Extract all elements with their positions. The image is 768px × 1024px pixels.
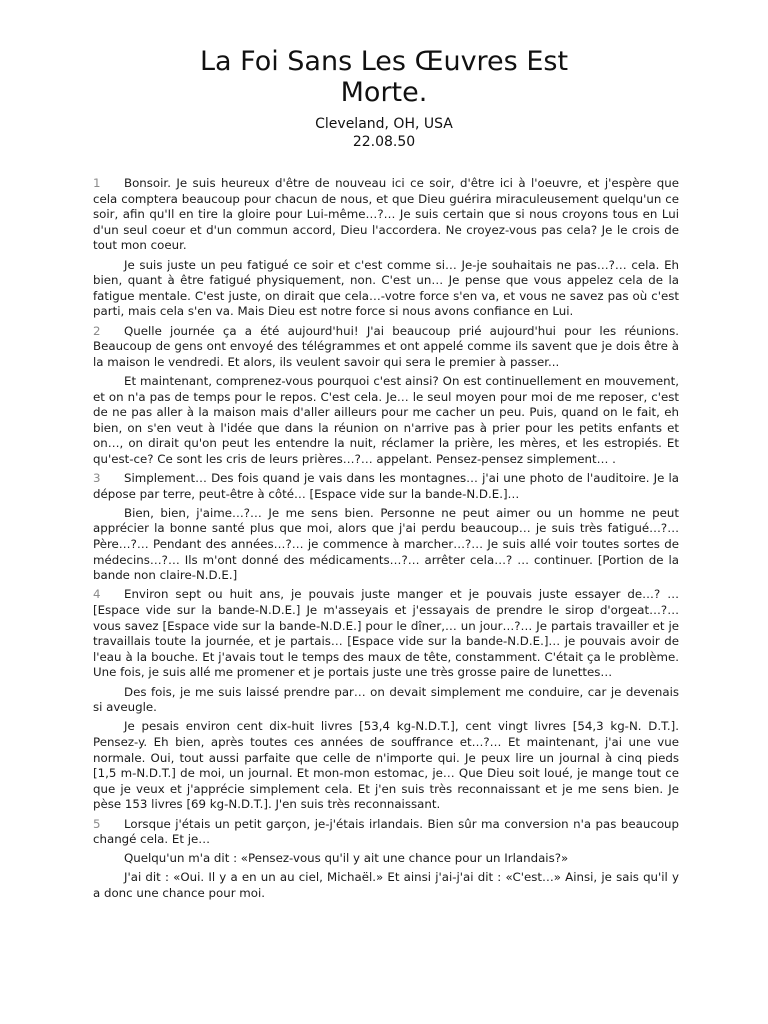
paragraph-text: Je suis juste un peu fatigué ce soir et c'est comme si… Je-je souhaitais ne pas…?… cela. Eh bien, quant à être fatigué physiquement, non. C'est un… Je pense que vous appelez cela de la fatigue mentale. C'est juste, on dirait que cela…-votre force s'en va, et vous ne savez pas où c'est parti, mais cela s'en va. Mais Dieu est notre force si nous avons confiance en Lui. — [93, 257, 679, 319]
paragraph-text: Environ sept ou huit ans, je pouvais juste manger et je pouvais juste essayer de…? … [Espace vide sur la bande-N.D.E.] Je m'asseyais et j'essayais de prendre le sirop d'orgeat…?… vous savez [Espace vide sur la bande-N.D.E.] pour le dîner,… un jour…?… Je partais travailler et je travaillais toute la journée, et je partais… [Espace vide sur la bande-N.D.E.]… je pouvais avoir de l'eau à la bouche. Et j'avais tout le temps des maux de tête, constamment. C'était ça le problème. Une fois, je suis allé me promener et je portais juste une très grosse paire de lunettes… — [93, 587, 679, 680]
document-body — [93, 176, 679, 905]
paragraph-12 — [93, 870, 679, 901]
paragraph-1 — [93, 176, 679, 254]
paragraph-text: Bien, bien, j'aime…?… Je me sens bien. Personne ne peut aimer ou un homme ne peut apprécier la bonne santé plus que moi, alors que j'ai perdu beaucoup… je suis très fatigué…?… Père…?… Pendant des années…?… je commence à marcher…?… Je suis allé voir toutes sortes de médecins…?… Ils m'ont donné des médicaments…?… arrêter cela…? … continuer. [Portion de la bande non claire-N.D.E.] — [93, 505, 679, 583]
paragraph-text: Des fois, je me suis laissé prendre par… on devait simplement me conduire, car je devenais si aveugle. — [93, 684, 679, 715]
paragraph-text: Lorsque j'étais un petit garçon, je-j'étais irlandais. Bien sûr ma conversion n'a pas beaucoup changé cela. Et je… — [93, 816, 679, 847]
paragraph-11 — [93, 851, 679, 867]
paragraph-text: Quelle journée ça a été aujourd'hui! J'ai beaucoup prié aujourd'hui pour les réunions. Beaucoup de gens ont envoyé des télégrammes et ont appelé comme ils savent que je dois être à la maison le vendredi. Et alors, ils veulent savoir qui sera le premier à passer... — [93, 323, 679, 369]
document-place: Cleveland, OH, USA — [315, 116, 453, 132]
paragraph-text: Simplement… Des fois quand je vais dans les montagnes… j'ai une photo de l'auditoire. Je la dépose par terre, peut-être à côté… [Espace vide sur la bande-N.D.E.]… — [93, 471, 679, 501]
paragraph-number: 1 — [93, 176, 101, 190]
paragraph-text: Bonsoir. Je suis heureux d'être de nouveau ici ce soir, d'être ici à l'oeuvre, et j'espère que cela comptera beaucoup pour chacun de nous, et que Dieu guérira miraculeusement quelqu'un ce soir, afin qu'Il en tire la gloire pour Lui-même…?… Je suis certain que si nous croyons tous en Lui d'un seul coeur et d'un commun accord, Dieu l'accordera. Ne croyez-vous pas cela? Je le crois de tout mon coeur. — [93, 176, 679, 253]
paragraph-text: Et maintenant, comprenez-vous pourquoi c'est ainsi? On est continuellement en mouvement, et on n'a pas de temps pour le repos. C'est cela. Je… le seul moyen pour moi de me reposer, c'est de ne pas aller à la maison mais d'aller ailleurs pour me cacher un peu. Puis, quand on le fait, eh bien, on s'en veut à l'idée que dans la réunion on n'arrive pas à prier pour les petits enfants et on…, on dirait qu'on peut les entendre la nuit, réclamer la prière, les mères, et les estropiés. Et qu'est-ce? Ce sont les cris de leurs prières…?… appelant. Pensez-pensez simplement… . — [93, 373, 679, 466]
paragraph-text: Quelqu'un m'a dit : «Pensez-vous qu'il y ait une chance pour un Irlandais?» — [124, 851, 569, 866]
paragraph-10 — [93, 817, 679, 848]
paragraph-text: J'ai dit : «Oui. Il y a en un au ciel, Michaël.» Et ainsi j'ai-j'ai dit : «C'est…» Ainsi, je sais qu'il y a donc une chance pour moi. — [93, 870, 679, 901]
paragraph-8 — [93, 685, 679, 716]
document-header — [0, 46, 768, 151]
paragraph-3 — [93, 324, 679, 371]
paragraph-9 — [93, 719, 679, 813]
paragraph-number: 3 — [93, 471, 101, 486]
paragraph-4 — [93, 374, 679, 468]
paragraph-number: 2 — [93, 323, 101, 338]
paragraph-7 — [93, 587, 679, 681]
paragraph-2 — [93, 258, 679, 320]
paragraph-number: 5 — [93, 816, 101, 831]
document-date: 22.08.50 — [352, 134, 416, 150]
paragraph-number: 4 — [93, 587, 101, 602]
paragraph-text: Je pesais environ cent dix-huit livres [53,4 kg-N.D.T.], cent vingt livres [54,3 kg-N. D.T.]. Pensez-y. Eh bien, après toutes ces années de souffrance et…?… Et maintenant, j'ai une vue normale. Oui, tout aussi parfaite que celle de n'importe qui. Je peux lire un journal à cinq pieds [1,5 m-N.D.T.] de moi, un journal. Et mon-mon estomac, je… Que Dieu soit loué, je mange tout ce que je veux et j'apprécie simplement cela. Et j'en suis très reconnaissant et je me sens bien. Je pèse 153 livres [69 kg-N.D.T.]. J'en suis très reconnaissant. — [93, 719, 679, 812]
document-title: La Foi Sans Les Œuvres Est Morte. — [199, 46, 569, 108]
paragraph-5 — [93, 471, 679, 502]
paragraph-6 — [93, 506, 679, 584]
